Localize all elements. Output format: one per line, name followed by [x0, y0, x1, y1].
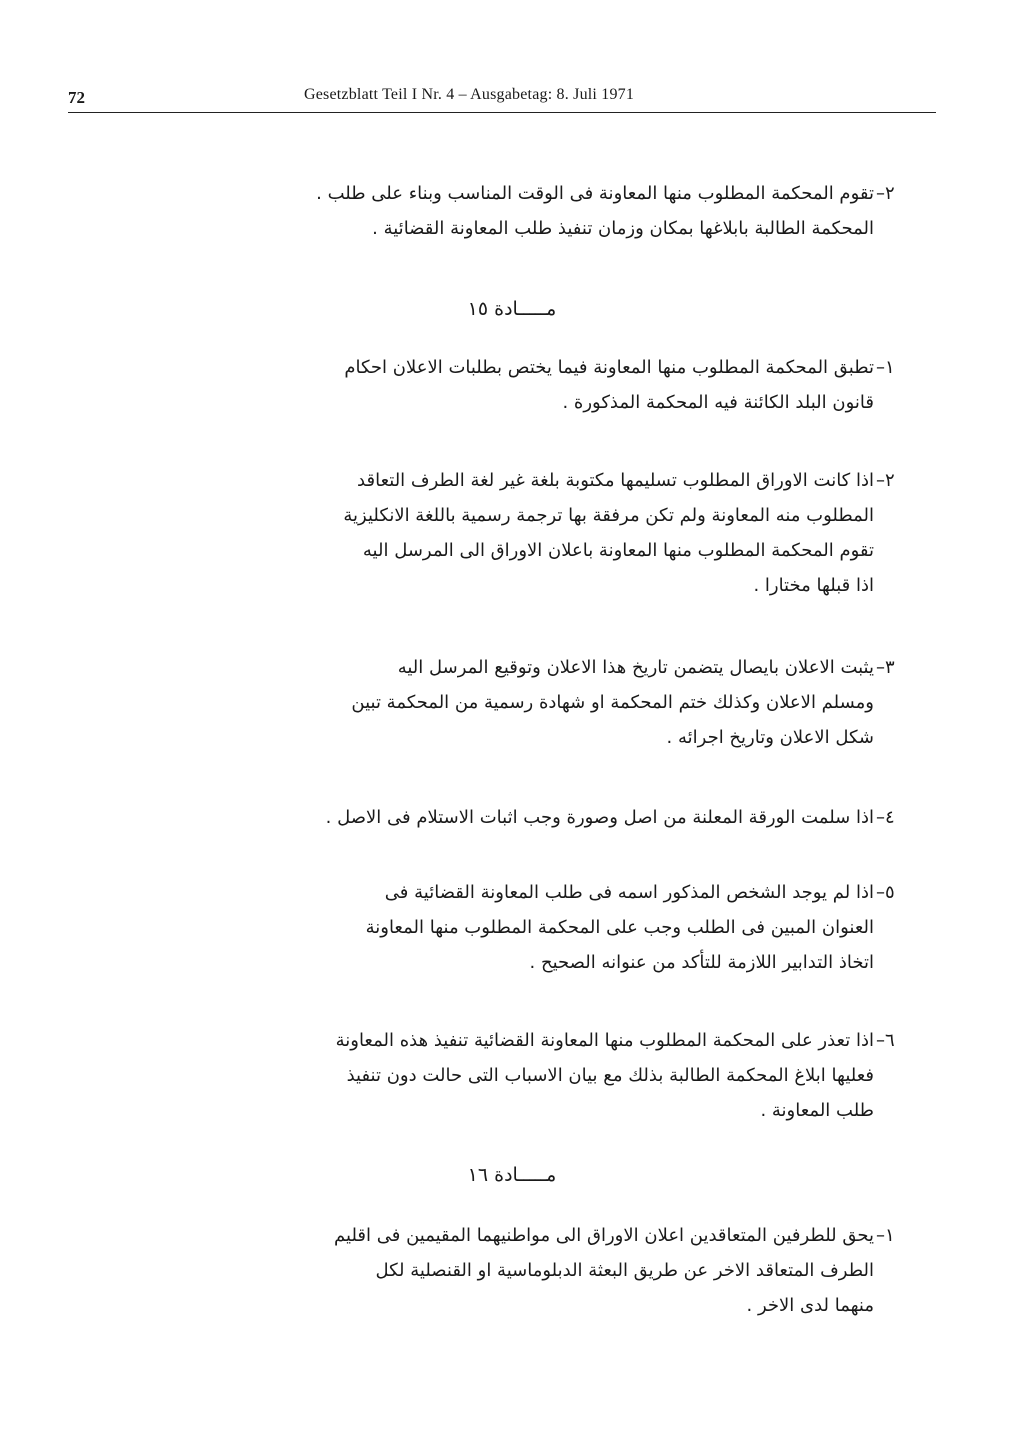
paragraph-item — [174, 176, 895, 246]
paragraph-item — [174, 350, 895, 420]
paragraph-item — [174, 650, 895, 755]
paragraph-line: الطرف المتعاقد الاخر عن طريق البعثة الدبلوماسية او القنصلية لكل — [375, 1260, 874, 1281]
paragraph-line: اذا كانت الاوراق المطلوب تسليمها مكتوبة بلغة غير لغة الطرف التعاقد — [357, 470, 874, 491]
article-heading: مـــــادة ١٥ — [467, 298, 557, 320]
paragraph-item — [174, 800, 895, 835]
paragraph-line: اذا لم يوجد الشخص المذكور اسمه فى طلب المعاونة القضائية فى — [384, 882, 874, 903]
paragraph-line: فعليها ابلاغ المحكمة الطالبة بذلك مع بيان الاسباب التى حالت دون تنفيذ — [346, 1065, 874, 1086]
item-number: –٢ — [876, 470, 895, 491]
paragraph-line: المطلوب منه المعاونة ولم تكن مرفقة بها ترجمة رسمية باللغة الانكليزية — [343, 505, 874, 526]
paragraph-line: ومسلم الاعلان وكذلك ختم المحكمة او شهادة رسمية من المحكمة تبين — [351, 692, 874, 713]
paragraph-item — [174, 463, 895, 603]
article-heading: مـــــادة ١٦ — [467, 1164, 557, 1186]
paragraph-line: تقوم المحكمة المطلوب منها المعاونة باعلان الاوراق الى المرسل اليه — [362, 540, 874, 561]
item-number: –٦ — [876, 1030, 895, 1051]
paragraph-line: منهما لدى الاخر . — [746, 1295, 874, 1316]
paragraph-line: اذا قبلها مختارا . — [753, 575, 874, 596]
paragraph-item — [174, 875, 895, 980]
gazette-title: Gesetzblatt Teil I Nr. 4 – Ausgabetag: 8. Juli 1971 — [304, 86, 635, 103]
item-number: –١ — [876, 1225, 895, 1246]
paragraph-line: شكل الاعلان وتاريخ اجرائه . — [666, 727, 874, 748]
item-number: –١ — [876, 357, 895, 378]
header-rule — [68, 112, 936, 113]
page-number: 72 — [68, 88, 85, 107]
paragraph-line: طلب المعاونة . — [760, 1100, 874, 1121]
paragraph-line: تطبق المحكمة المطلوب منها المعاونة فيما يختص بطلبات الاعلان احكام — [344, 357, 874, 378]
paragraph-item — [174, 1023, 895, 1128]
paragraph-line: اذا تعذر على المحكمة المطلوب منها المعاونة القضائية تنفيذ هذه المعاونة — [335, 1030, 874, 1051]
paragraph-line: المحكمة الطالبة بابلاغها بمكان وزمان تنفيذ طلب المعاونة القضائية . — [372, 218, 874, 239]
item-number: –٢ — [876, 183, 895, 204]
item-number: –٥ — [876, 882, 895, 903]
paragraph-line: اتخاذ التدابير اللازمة للتأكد من عنوانه الصحيح . — [529, 952, 874, 973]
paragraph-line: قانون البلد الكائنة فيه المحكمة المذكورة . — [562, 392, 874, 413]
paragraph-item — [174, 1218, 895, 1323]
paragraph-line: يثبت الاعلان بايصال يتضمن تاريخ هذا الاعلان وتوقيع المرسل اليه — [397, 657, 874, 678]
paragraph-line: يحق للطرفين المتعاقدين اعلان الاوراق الى مواطنيهما المقيمين فى اقليم — [334, 1225, 874, 1246]
paragraph-line: العنوان المبين فى الطلب وجب على المحكمة المطلوب منها المعاونة — [365, 917, 874, 938]
item-number: –٣ — [876, 657, 895, 678]
paragraph-line: اذا سلمت الورقة المعلنة من اصل وصورة وجب اثبات الاستلام فى الاصل . — [325, 807, 874, 828]
item-number: –٤ — [876, 807, 895, 828]
paragraph-line: تقوم المحكمة المطلوب منها المعاونة فى الوقت المناسب وبناء على طلب . — [316, 183, 874, 204]
